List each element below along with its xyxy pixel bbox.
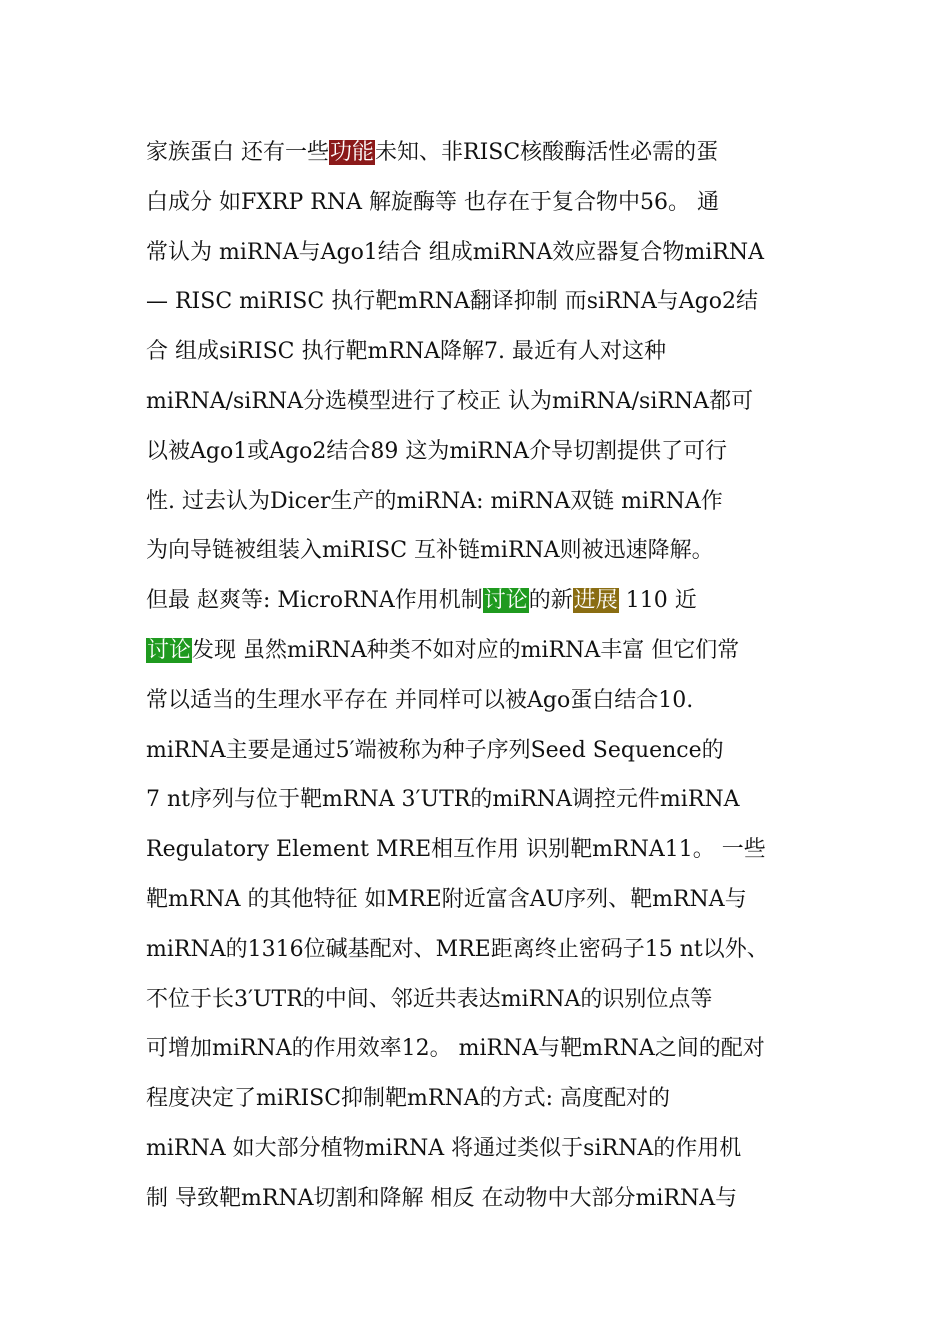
text-line [146, 1024, 826, 1074]
text-line [146, 1074, 826, 1124]
text-run: 可增加miRNA的作用效率12。 miRNA与靶mRNA之间的配对 [146, 1036, 765, 1062]
text-line [146, 228, 826, 278]
text-line [146, 925, 826, 975]
text-line [146, 427, 826, 477]
text-line [146, 377, 826, 427]
text-run: miRNA 如大部分植物miRNA 将通过类似于siRNA的作用机 [146, 1135, 742, 1161]
text-run: 但最 赵爽等: MicroRNA作用机制 [146, 588, 483, 614]
text-line [146, 626, 826, 676]
text-run: 未知、非RISC核酸酶活性必需的蛋 [375, 140, 719, 165]
text-run: miRNA主要是通过5′端被称为种子序列Seed Sequence的 [146, 737, 724, 763]
text-run: 的新 [528, 588, 573, 614]
highlighted-term: 讨论 [483, 588, 528, 614]
text-line [146, 775, 826, 825]
highlighted-term: 讨论 [147, 637, 192, 663]
text-run: 为向导链被组装入miRISC 互补链miRNA则被迅速降解。 [146, 538, 714, 564]
text-line [146, 676, 826, 726]
text-line [146, 277, 826, 327]
text-run: 110 近 [618, 588, 697, 614]
text-line [146, 178, 826, 228]
highlighted-term: 进展 [573, 588, 618, 614]
text-line [146, 825, 826, 875]
text-line [146, 477, 826, 527]
text-line [146, 1124, 826, 1174]
text-run: 常以适当的生理水平存在 并同样可以被Ago蛋白结合10. [146, 687, 694, 713]
text-line [146, 1174, 826, 1224]
text-line [146, 576, 826, 626]
text-run: 制 导致靶mRNA切割和降解 相反 在动物中大部分miRNA与 [146, 1185, 738, 1211]
text-line [146, 975, 826, 1025]
text-line [146, 726, 826, 776]
text-run: 性. 过去认为Dicer生产的miRNA: miRNA双链 miRNA作 [146, 488, 723, 514]
text-line [146, 526, 826, 576]
text-run: 白成分 如FXRP RNA 解旋酶等 也存在于复合物中56。 通 [146, 189, 719, 215]
text-run: 发现 虽然miRNA种类不如对应的miRNA丰富 但它们常 [192, 637, 740, 663]
text-run: — RISC miRISC 执行靶mRNA翻译抑制 而siRNA与Ago2结 [146, 289, 758, 315]
text-run: Regulatory Element MRE相互作用 识别靶mRNA11。 一些 [146, 837, 766, 863]
text-line [146, 327, 826, 377]
text-run: 程度决定了miRISC抑制靶mRNA的方式: 高度配对的 [146, 1086, 671, 1112]
text-line [146, 875, 826, 925]
text-run: miRNA的1316位碱基配对、MRE距离终止密码子15 nt以外、 [146, 936, 769, 962]
text-run: 常认为 miRNA与Ago1结合 组成miRNA效应器复合物miRNA [146, 239, 764, 265]
text-run: 靶mRNA 的其他特征 如MRE附近富含AU序列、靶mRNA与 [146, 886, 747, 912]
text-run: 家族蛋白 还有一些 [146, 140, 329, 165]
text-run: 不位于长3′UTR的中间、邻近共表达miRNA的识别位点等 [146, 986, 713, 1012]
text-line [146, 128, 826, 178]
text-run: 合 组成siRISC 执行靶mRNA降解7. 最近有人对这种 [146, 339, 667, 365]
text-run: 7 nt序列与位于靶mRNA 3′UTR的miRNA调控元件miRNA [146, 787, 740, 813]
text-run: 以被Ago1或Ago2结合89 这为miRNA介导切割提供了可行 [146, 438, 728, 464]
highlighted-term: 功能 [330, 140, 375, 165]
text-run: miRNA/siRNA分选模型进行了校正 认为miRNA/siRNA都可 [146, 388, 754, 414]
body-text [146, 128, 826, 1224]
